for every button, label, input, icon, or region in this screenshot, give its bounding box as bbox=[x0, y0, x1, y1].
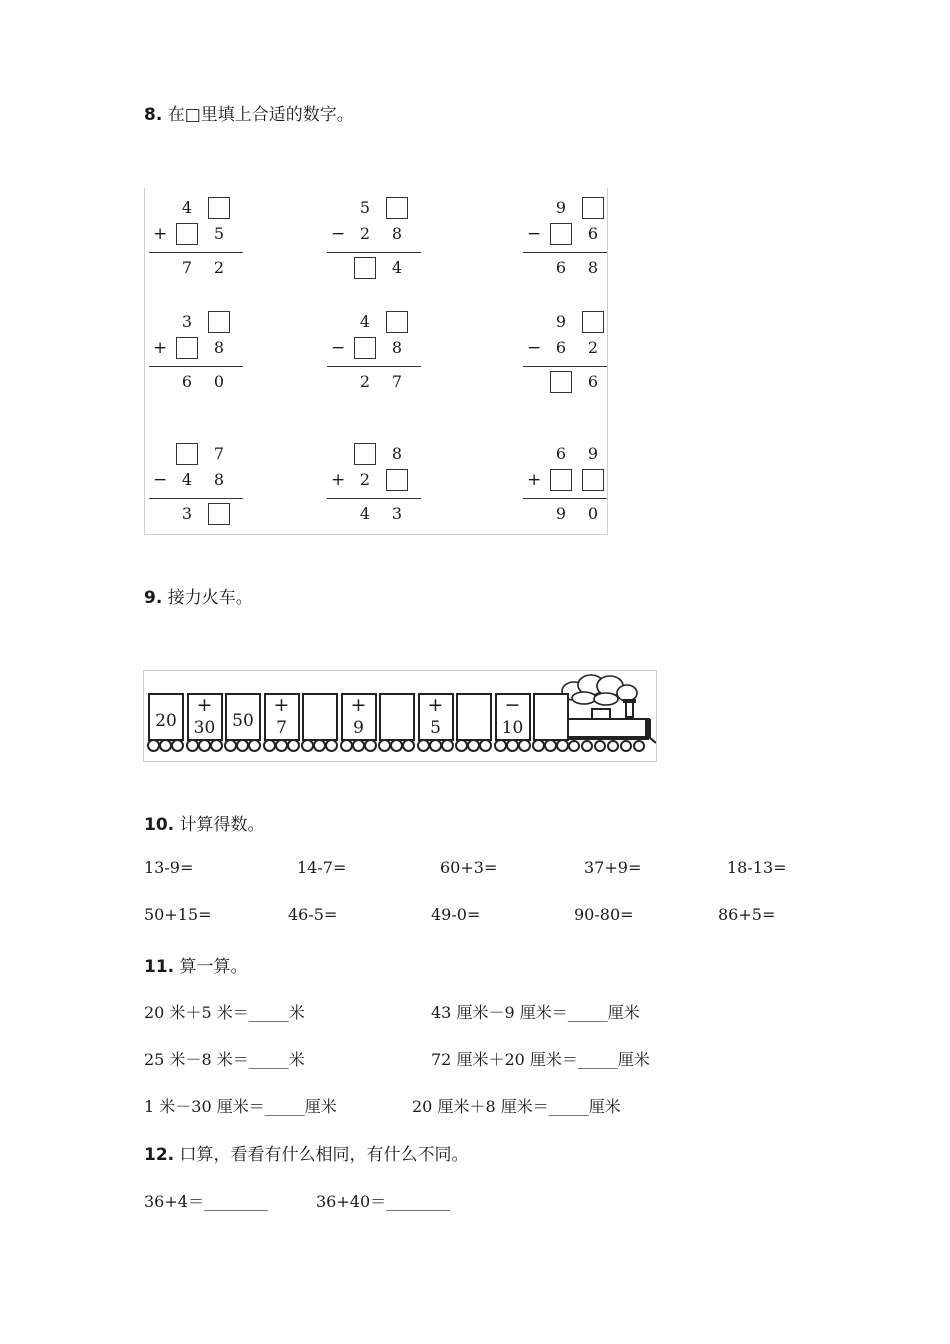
problem-row-top bbox=[149, 442, 249, 466]
digit: 7 bbox=[213, 444, 225, 463]
problem-row-mid bbox=[327, 336, 427, 360]
empty-train-car[interactable] bbox=[456, 693, 492, 741]
empty-train-car[interactable] bbox=[533, 693, 569, 741]
wheel-icon bbox=[325, 739, 338, 752]
question-number: 8. bbox=[144, 105, 163, 125]
sum-line bbox=[149, 366, 243, 367]
wheel-icon bbox=[506, 739, 519, 752]
digit: 6 bbox=[587, 224, 599, 243]
problem-row-res bbox=[523, 370, 608, 394]
answer-box[interactable] bbox=[386, 311, 408, 333]
problem-row-res bbox=[149, 256, 249, 280]
problem-row-top bbox=[523, 310, 608, 334]
vertical-problem bbox=[149, 442, 249, 532]
vertical-problem bbox=[523, 442, 608, 532]
operator-sign: + bbox=[153, 224, 168, 244]
answer-box[interactable] bbox=[354, 443, 376, 465]
wheel-icon bbox=[287, 739, 300, 752]
digit: 8 bbox=[391, 444, 403, 463]
digit: 9 bbox=[555, 312, 567, 331]
digit: 4 bbox=[359, 504, 371, 523]
vertical-problem bbox=[149, 196, 249, 286]
car-wheels bbox=[532, 739, 568, 753]
sum-line bbox=[523, 366, 608, 367]
question-number: 11. bbox=[144, 957, 175, 977]
mental-calc-item: 36+4＝________ bbox=[144, 1192, 268, 1211]
question-text: 算一算。 bbox=[179, 957, 248, 977]
digit: 9 bbox=[587, 444, 599, 463]
operator-sign: − bbox=[331, 338, 346, 358]
digit: 5 bbox=[213, 224, 225, 243]
car-wheels bbox=[340, 739, 376, 753]
wheel-icon bbox=[275, 739, 288, 752]
problem-row-res bbox=[327, 370, 427, 394]
problem-row-res bbox=[523, 502, 608, 526]
problem-row-mid bbox=[327, 222, 427, 246]
car-wheels bbox=[147, 739, 183, 753]
digit: 8 bbox=[587, 258, 599, 277]
digit: 7 bbox=[391, 372, 403, 391]
car-number: 5 bbox=[430, 718, 441, 738]
wheel-icon bbox=[352, 739, 365, 752]
wheel-icon bbox=[263, 739, 276, 752]
car-wheels bbox=[417, 739, 453, 753]
answer-box[interactable] bbox=[208, 503, 230, 525]
car-number: 9 bbox=[353, 718, 364, 738]
digit: 2 bbox=[587, 338, 599, 357]
wheel-icon bbox=[340, 739, 353, 752]
answer-box[interactable] bbox=[176, 223, 198, 245]
wheel-icon bbox=[417, 739, 430, 752]
car-wheels bbox=[263, 739, 299, 753]
car-number: 7 bbox=[276, 718, 287, 738]
problem-row-top bbox=[149, 196, 249, 220]
problem-row-mid bbox=[523, 336, 608, 360]
relay-train-figure bbox=[143, 670, 657, 762]
digit: 2 bbox=[213, 258, 225, 277]
wheel-icon bbox=[402, 739, 415, 752]
train-car bbox=[148, 693, 184, 741]
answer-box[interactable] bbox=[550, 469, 572, 491]
digit: 9 bbox=[555, 504, 567, 523]
wheel-icon bbox=[198, 739, 211, 752]
sum-line bbox=[327, 366, 421, 367]
digit: 2 bbox=[359, 372, 371, 391]
problem-row-top bbox=[327, 196, 427, 220]
calc-item: 14-7= bbox=[297, 858, 347, 877]
car-number: 10 bbox=[501, 718, 524, 738]
answer-box[interactable] bbox=[550, 371, 572, 393]
wheel-icon bbox=[479, 739, 492, 752]
operator-sign: + bbox=[153, 338, 168, 358]
problem-row-top bbox=[523, 442, 608, 466]
train-car bbox=[341, 693, 377, 741]
vertical-problem bbox=[523, 310, 608, 400]
calc-item: 86+5= bbox=[718, 905, 776, 924]
operator-sign: + bbox=[331, 470, 346, 490]
sum-line bbox=[523, 498, 608, 499]
car-number: 20 bbox=[155, 711, 177, 731]
digit: 4 bbox=[359, 312, 371, 331]
question-8-title bbox=[144, 100, 354, 125]
problem-row-mid bbox=[149, 336, 249, 360]
sum-line bbox=[149, 252, 243, 253]
sum-line bbox=[523, 252, 608, 253]
answer-box[interactable] bbox=[386, 469, 408, 491]
car-wheels bbox=[224, 739, 260, 753]
question-number: 9. bbox=[144, 588, 163, 608]
problem-row-mid bbox=[523, 222, 608, 246]
answer-box[interactable] bbox=[582, 469, 604, 491]
vertical-problem bbox=[327, 310, 427, 400]
car-operator: + bbox=[427, 694, 444, 716]
digit: 4 bbox=[181, 198, 193, 217]
problem-row-res bbox=[327, 502, 427, 526]
wheel-icon bbox=[210, 739, 223, 752]
sum-line bbox=[327, 252, 421, 253]
wheel-icon bbox=[364, 739, 377, 752]
vertical-problem bbox=[327, 196, 427, 286]
digit: 2 bbox=[359, 470, 371, 489]
digit: 8 bbox=[213, 470, 225, 489]
train-car bbox=[495, 693, 531, 741]
train-car bbox=[264, 693, 300, 741]
problem-row-mid bbox=[149, 468, 249, 492]
problem-row-res bbox=[149, 502, 249, 526]
question-12-title bbox=[144, 1140, 469, 1165]
problem-row-mid bbox=[327, 468, 427, 492]
digit: 9 bbox=[555, 198, 567, 217]
digit: 4 bbox=[181, 470, 193, 489]
answer-box[interactable] bbox=[354, 257, 376, 279]
vertical-problem bbox=[523, 196, 608, 286]
operator-sign: − bbox=[527, 338, 542, 358]
problem-row-mid bbox=[523, 468, 608, 492]
question-number: 12. bbox=[144, 1145, 175, 1165]
digit: 7 bbox=[181, 258, 193, 277]
calc-item: 90-80= bbox=[574, 905, 634, 924]
answer-box[interactable] bbox=[386, 197, 408, 219]
digit: 6 bbox=[181, 372, 193, 391]
car-operator: + bbox=[350, 694, 367, 716]
question-text: 计算得数。 bbox=[179, 815, 265, 835]
question-text: 口算，看看有什么相同，有什么不同。 bbox=[179, 1145, 469, 1165]
mental-calc-item: 36+40＝________ bbox=[316, 1192, 451, 1211]
calc-item: 60+3= bbox=[440, 858, 498, 877]
wheel-icon bbox=[518, 739, 531, 752]
digit: 4 bbox=[391, 258, 403, 277]
unit-calc-item: 20 厘米＋8 厘米＝_____厘米 bbox=[412, 1097, 621, 1116]
car-number: 30 bbox=[193, 718, 216, 738]
problem-row-top bbox=[327, 310, 427, 334]
answer-box[interactable] bbox=[550, 223, 572, 245]
digit: 6 bbox=[555, 258, 567, 277]
wheel-icon bbox=[429, 739, 442, 752]
calc-item: 49-0= bbox=[431, 905, 481, 924]
digit: 6 bbox=[555, 338, 567, 357]
answer-box[interactable] bbox=[582, 311, 604, 333]
train-car bbox=[418, 693, 454, 741]
digit: 2 bbox=[359, 224, 371, 243]
digit: 5 bbox=[359, 198, 371, 217]
wheel-icon bbox=[494, 739, 507, 752]
digit: 3 bbox=[391, 504, 403, 523]
digit: 3 bbox=[181, 312, 193, 331]
wheel-icon bbox=[171, 739, 184, 752]
unit-calc-item: 1 米－30 厘米＝_____厘米 bbox=[144, 1097, 337, 1116]
problem-row-top bbox=[327, 442, 427, 466]
question-text: 在□里填上合适的数字。 bbox=[167, 105, 354, 125]
problem-row-res bbox=[327, 256, 427, 280]
calc-item: 18-13= bbox=[727, 858, 787, 877]
car-wheels bbox=[494, 739, 530, 753]
wheel-icon bbox=[186, 739, 199, 752]
wheel-icon bbox=[441, 739, 454, 752]
car-operator: + bbox=[273, 694, 290, 716]
sum-line bbox=[327, 498, 421, 499]
digit: 8 bbox=[213, 338, 225, 357]
wheel-icon bbox=[556, 739, 569, 752]
unit-calc-item: 43 厘米－9 厘米＝_____厘米 bbox=[431, 1003, 640, 1022]
car-operator: + bbox=[196, 694, 213, 716]
wheel-icon bbox=[248, 739, 261, 752]
unit-calc-item: 20 米＋5 米＝_____米 bbox=[144, 1003, 305, 1022]
car-wheels bbox=[378, 739, 414, 753]
problem-row-top bbox=[523, 196, 608, 220]
question-10-title bbox=[144, 810, 265, 835]
sum-line bbox=[149, 498, 243, 499]
answer-box[interactable] bbox=[176, 337, 198, 359]
calc-item: 13-9= bbox=[144, 858, 194, 877]
question-number: 10. bbox=[144, 815, 175, 835]
calc-item: 37+9= bbox=[584, 858, 642, 877]
problem-row-res bbox=[149, 370, 249, 394]
vertical-arithmetic-figure bbox=[144, 188, 608, 535]
car-wheels bbox=[301, 739, 337, 753]
calc-item: 50+15= bbox=[144, 905, 212, 924]
empty-train-car[interactable] bbox=[302, 693, 338, 741]
operator-sign: + bbox=[527, 470, 542, 490]
answer-box[interactable] bbox=[176, 443, 198, 465]
unit-calc-item: 25 米－8 米＝_____米 bbox=[144, 1050, 305, 1069]
car-operator: − bbox=[504, 694, 521, 716]
answer-box[interactable] bbox=[582, 197, 604, 219]
vertical-problem bbox=[327, 442, 427, 532]
digit: 0 bbox=[213, 372, 225, 391]
question-9-title bbox=[144, 583, 253, 608]
digit: 3 bbox=[181, 504, 193, 523]
operator-sign: − bbox=[331, 224, 346, 244]
problem-row-top bbox=[149, 310, 249, 334]
unit-calc-item: 72 厘米＋20 厘米＝_____厘米 bbox=[431, 1050, 650, 1069]
calc-item: 46-5= bbox=[288, 905, 338, 924]
digit: 8 bbox=[391, 338, 403, 357]
vertical-problem bbox=[149, 310, 249, 400]
digit: 6 bbox=[555, 444, 567, 463]
answer-box[interactable] bbox=[208, 311, 230, 333]
digit: 0 bbox=[587, 504, 599, 523]
digit: 8 bbox=[391, 224, 403, 243]
car-wheels bbox=[186, 739, 222, 753]
problem-row-mid bbox=[149, 222, 249, 246]
car-wheels bbox=[455, 739, 491, 753]
empty-train-car[interactable] bbox=[379, 693, 415, 741]
digit: 6 bbox=[587, 372, 599, 391]
operator-sign: − bbox=[527, 224, 542, 244]
train-car bbox=[187, 693, 223, 741]
answer-box[interactable] bbox=[208, 197, 230, 219]
operator-sign: − bbox=[153, 470, 168, 490]
question-11-title bbox=[144, 952, 248, 977]
answer-box[interactable] bbox=[354, 337, 376, 359]
problem-row-res bbox=[523, 256, 608, 280]
train-car bbox=[225, 693, 261, 741]
car-number: 50 bbox=[232, 711, 254, 731]
question-text: 接力火车。 bbox=[167, 588, 253, 608]
